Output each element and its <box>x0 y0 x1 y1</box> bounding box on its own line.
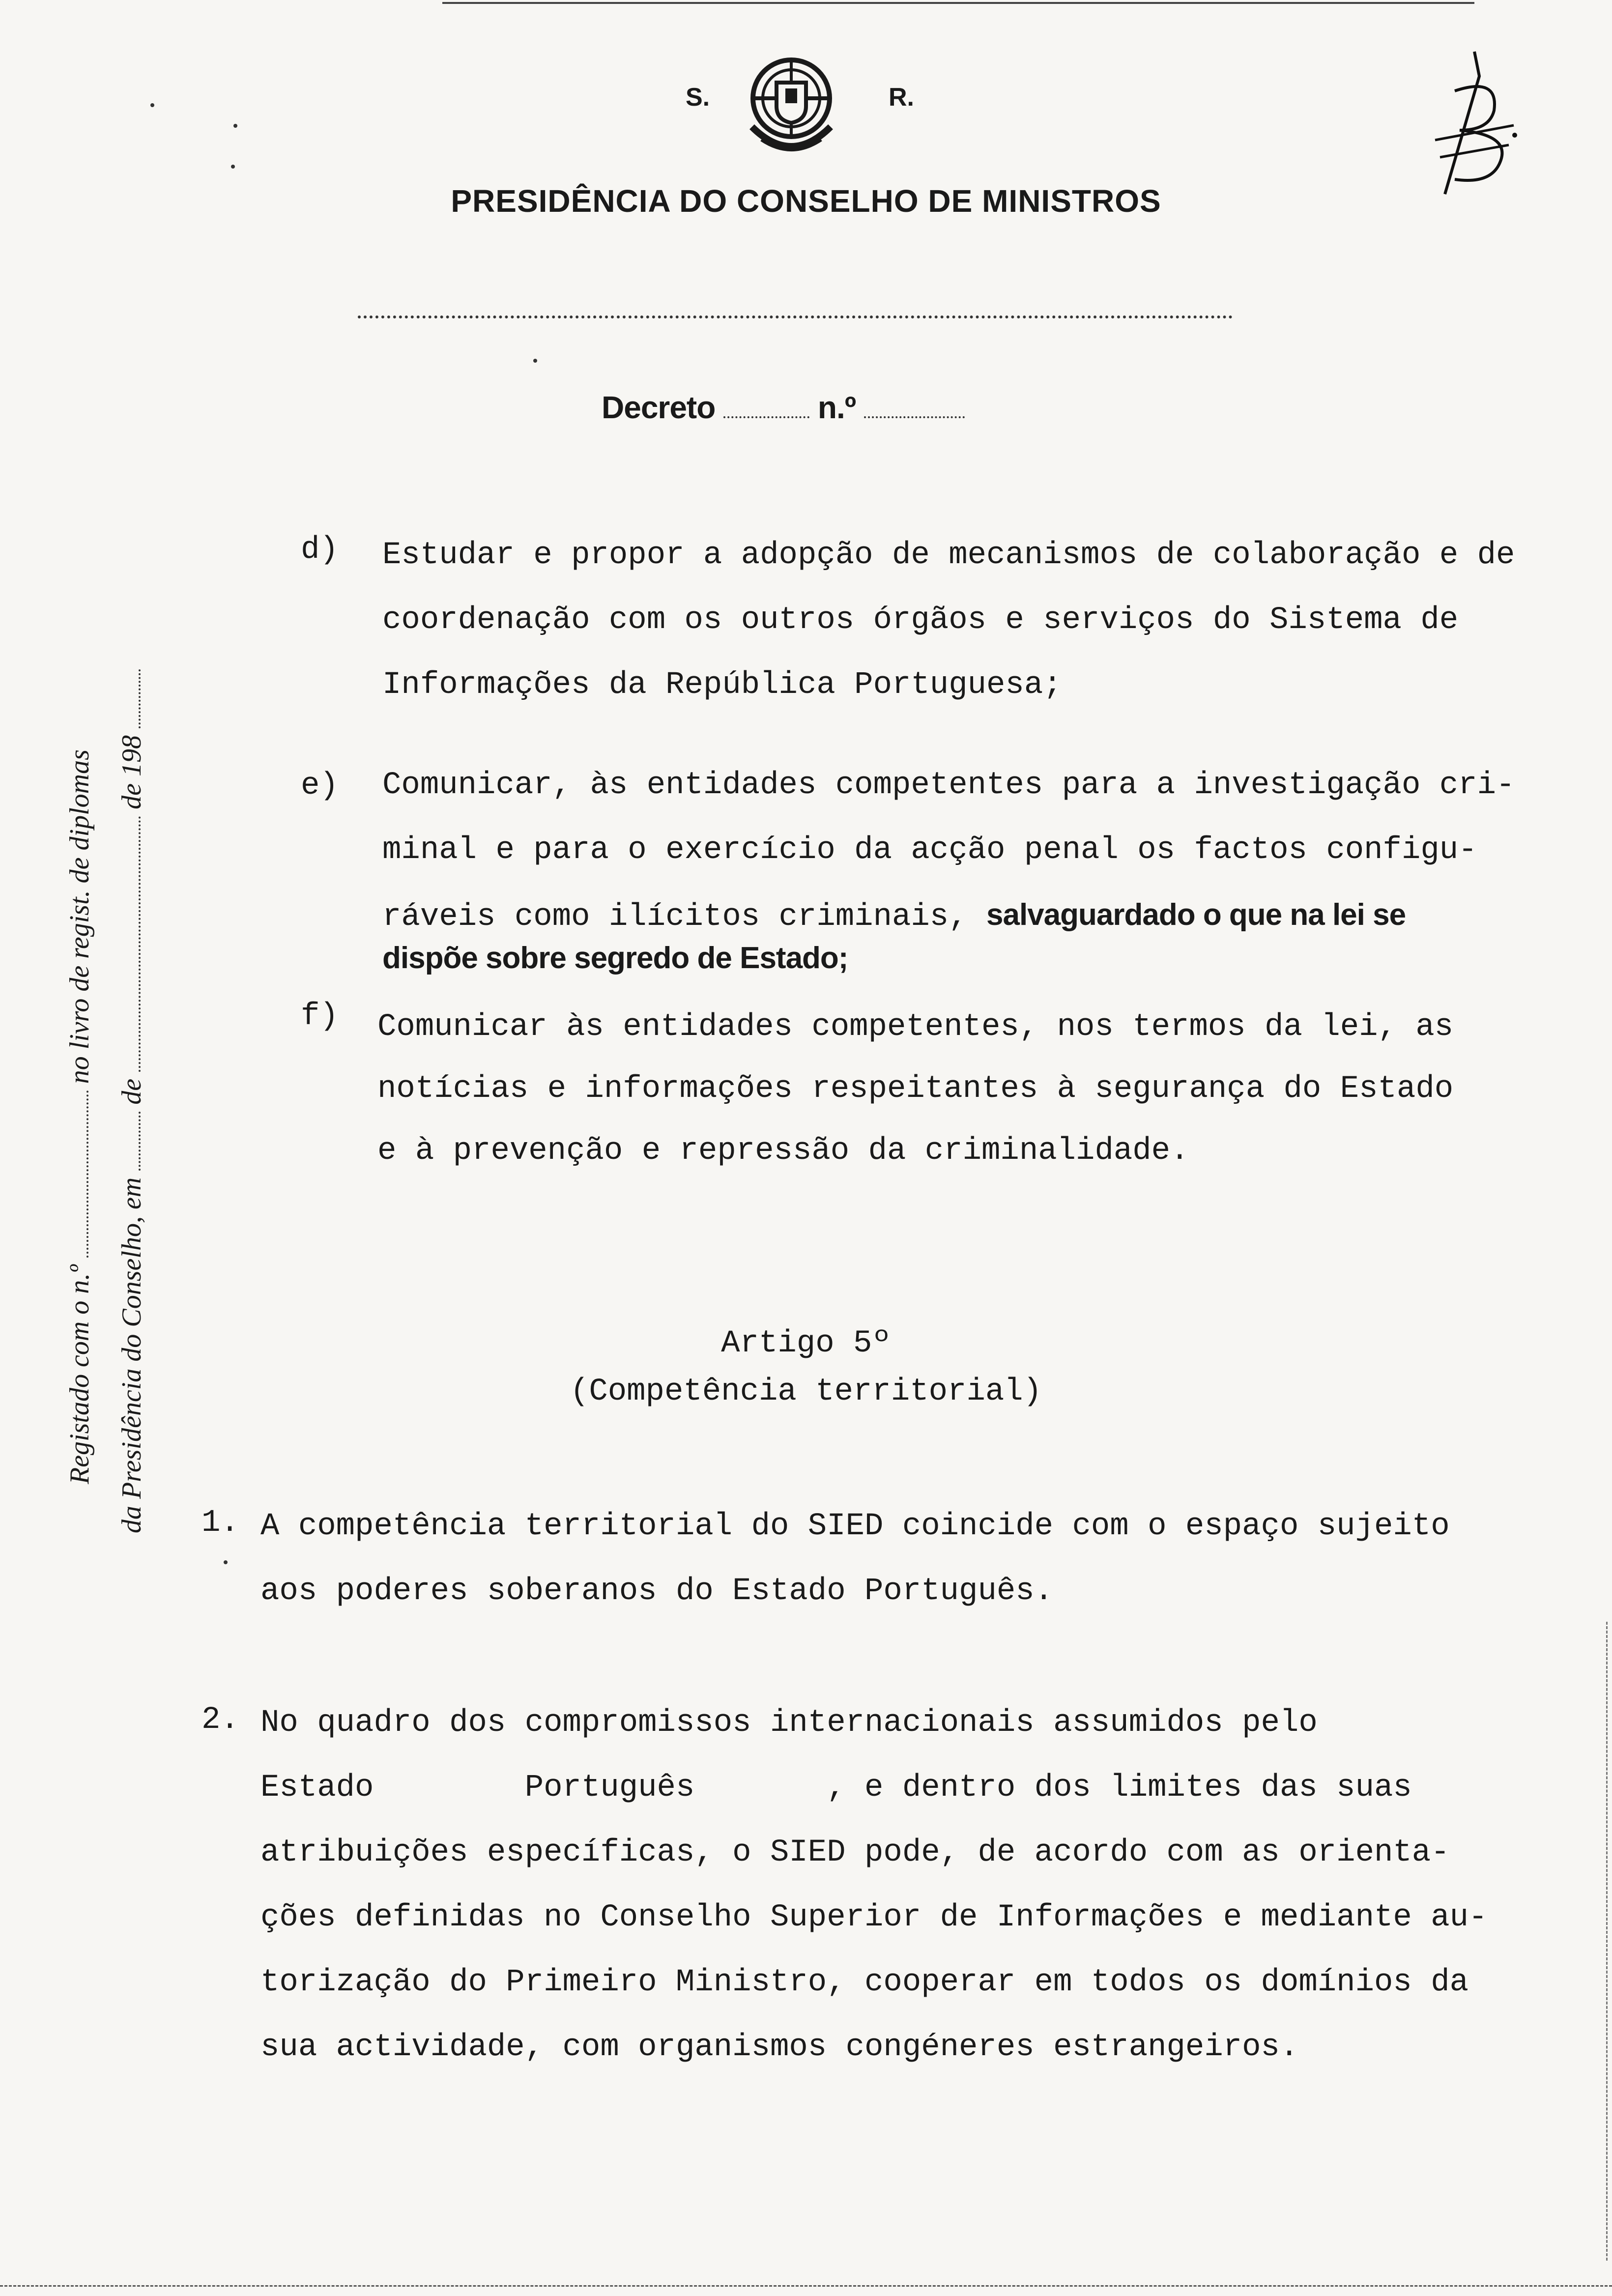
text-line: torização do Primeiro Ministro, cooperar em todos os domínios da <box>260 1965 1468 2000</box>
article-subheading: (Competência territorial) <box>570 1374 1042 1409</box>
text-line: Estado Português , e dentro dos limites das suas <box>260 1770 1412 1806</box>
margin-registration-line-2 <box>116 669 147 1533</box>
handwritten-insert-line2: dispõe sobre segredo de Estado; <box>382 941 848 975</box>
coat-of-arms-icon <box>742 53 840 161</box>
scan-speck <box>233 124 237 128</box>
text-line: atribuições específicas, o SIED pode, de acordo com as orienta- <box>260 1835 1450 1870</box>
decree-blank <box>723 416 809 418</box>
text-line: Comunicar, às entidades competentes para a investigação cri- <box>382 768 1515 803</box>
article-heading: Artigo 5º <box>721 1326 891 1361</box>
text-segment: ráveis como ilícitos criminais, <box>382 899 968 935</box>
item-f-text <box>377 995 1453 1183</box>
margin-text: de <box>116 1078 147 1105</box>
margin-blank <box>86 1091 88 1258</box>
scan-speck <box>231 165 235 169</box>
item-e-text <box>382 753 1515 949</box>
margin-registration-line-1 <box>64 749 95 1484</box>
header-dotted-rule <box>358 316 1233 318</box>
scan-speck <box>224 1560 228 1564</box>
paragraph-2-text <box>260 1691 1487 2080</box>
paragraph-number-2: 2. <box>202 1702 239 1738</box>
margin-text: no livro de regist. de diplomas <box>64 749 95 1084</box>
header-right-letter: R. <box>889 83 914 112</box>
text-line: No quadro dos compromissos internacionais assumidos pelo <box>260 1705 1318 1741</box>
text-line: minal e para o exercício da acção penal os factos configu- <box>382 832 1477 868</box>
scan-edge-bottom <box>0 2285 1612 2287</box>
scan-edge-top <box>442 2 1474 4</box>
text-line: notícias e informações respeitantes à segurança do Estado <box>377 1071 1454 1107</box>
decree-label: Decreto <box>602 390 716 425</box>
margin-text: de 198 <box>116 735 147 809</box>
text-line: Informações da República Portuguesa; <box>382 667 1062 703</box>
scan-speck <box>150 103 154 107</box>
handwritten-initial-icon <box>1425 47 1524 204</box>
paragraph-1-text <box>260 1494 1450 1624</box>
decree-number-label: n.º <box>817 390 856 425</box>
item-marker-f: f) <box>301 999 339 1034</box>
item-marker-e: e) <box>301 768 339 804</box>
margin-text: da Presidência do Conselho, em <box>116 1177 147 1533</box>
page-title: PRESIDÊNCIA DO CONSELHO DE MINISTROS <box>451 183 1161 219</box>
margin-blank <box>139 669 141 728</box>
decree-number-blank <box>864 416 965 418</box>
text-line: ções definidas no Conselho Superior de Informações e mediante au- <box>260 1900 1488 1935</box>
text-line: sua actividade, com organismos congéneres estrangeiros. <box>260 2030 1299 2065</box>
margin-text: Registado com o n.º <box>64 1264 95 1484</box>
text-line: A competência territorial do SIED coincide com o espaço sujeito <box>260 1509 1450 1544</box>
scan-speck <box>533 359 537 363</box>
item-d-text <box>382 523 1515 718</box>
header-left-letter: S. <box>686 83 710 112</box>
text-line: Comunicar às entidades competentes, nos termos da lei, as <box>377 1009 1454 1045</box>
handwritten-insert: salvaguardado o que na lei se <box>986 898 1406 932</box>
text-line: e à prevenção e repressão da criminalidade. <box>377 1133 1189 1169</box>
decree-line <box>602 389 965 426</box>
margin-blank <box>139 816 141 1072</box>
text-line: coordenação com os outros órgãos e serviços do Sistema de <box>382 603 1459 638</box>
text-line <box>382 883 1515 949</box>
paragraph-number-1: 1. <box>202 1505 239 1541</box>
margin-blank <box>139 1112 141 1171</box>
text-line: aos poderes soberanos do Estado Português. <box>260 1574 1054 1609</box>
item-marker-d: d) <box>301 532 339 568</box>
scan-edge-right <box>1606 1622 1608 2261</box>
text-line: Estudar e propor a adopção de mecanismos de colaboração e de <box>382 538 1515 573</box>
